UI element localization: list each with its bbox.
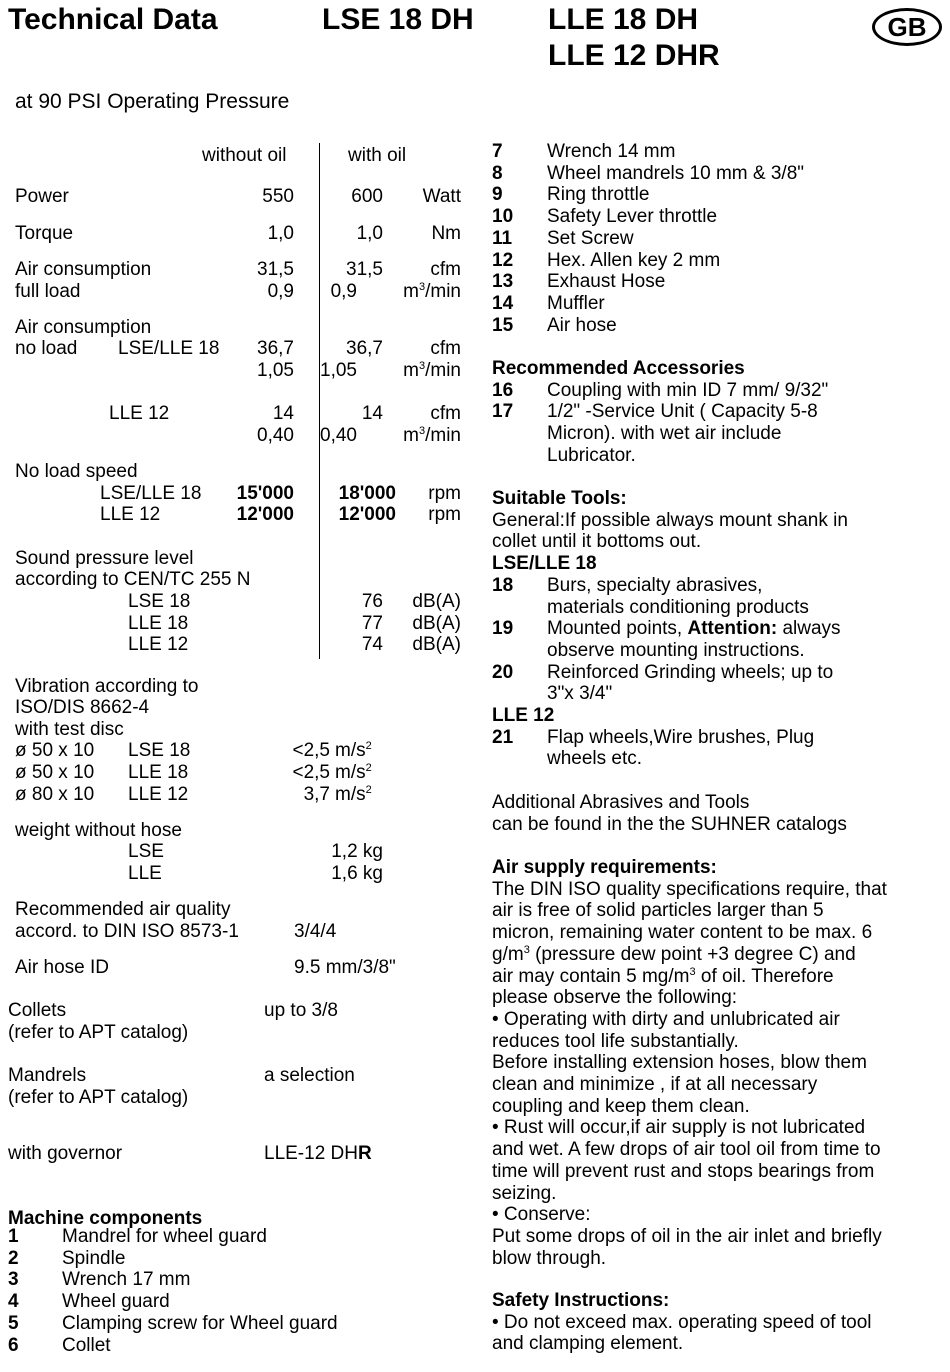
air-supply-title: Air supply requirements: [492,857,717,878]
accessories-title: Recommended Accessories [492,358,745,379]
air-noload-a2: 1,05 [257,360,294,381]
model-lse18dh: LSE 18 DH [322,3,474,36]
vibration-label2: ISO/DIS 8662-4 [15,697,150,718]
vibration-model: LLE 12 [128,784,189,805]
sound-label1: Sound pressure level [15,548,194,569]
air-supply-section: Air supply requirements: The DIN ISO quality specifications require, that air is free of solid particles larger than 5 micron, remaining water content to be max. 6 $g/m^3$ (pressure dew point +3 degree C) and air may contain 5 $mg/m^3$ of oil. Therefore please observe the following: • Operating with dirty and unlubricated air reduces tool life substantially. Before installing extension hoses, blow them clean and minimize , if at all necessary coupling and keep them clean. • Rust will occur,if air supply is not lubricated and wet. A few drops of air tool oil from time to time will prevent rust and stops bearings from seizing. • Conserve: Put some drops of oil in the air inlet and briefly blow through. [492,857,948,1269]
list-item: 5 Clamping screw for Wheel guard [8,1312,338,1334]
vibration-value: <2,5 [292,740,330,761]
tools-title: Suitable Tools: [492,488,627,509]
list-item: 11 Set Screw [492,227,634,249]
weight-model: LSE [128,841,164,862]
air-full-unit-m3: $m^3/\min$ [403,281,461,302]
vibration-model: LLE 18 [128,762,189,783]
sound-model: LLE 18 [128,613,189,634]
speed-label: No load speed [15,461,138,482]
vibration-disc: ø 50 x 10 [15,762,95,783]
air-noload-a3: 14 [272,403,294,424]
list-item: 13 Exhaust Hose [492,271,666,293]
list-item: 15 Air hose [492,314,617,336]
country-badge: GB [872,8,942,46]
col-header-with-oil: with oil [348,145,407,166]
sound-value: 74 [361,634,383,655]
doc-title: Technical Data [8,3,218,36]
weight-value: 1,2 kg [331,841,383,862]
weight-value: 1,6 kg [331,863,383,884]
tools-lle-title: LLE 12 [492,705,555,727]
vibration-value: <2,5 [292,762,330,783]
list-item: 6 Collet [8,1334,111,1356]
air-quality-value: 3/4/4 [294,921,337,942]
list-item: 18 Burs, specialty abrasives, [492,574,763,596]
components-list-2 [492,141,942,336]
sound-model: LSE 18 [128,591,191,612]
air-noload-b4: 0,40 [320,425,357,446]
tools-lse-title: LSE/LLE 18 [492,553,597,575]
operating-pressure: at 90 PSI Operating Pressure [15,90,290,113]
weight-model: LLE [128,863,162,884]
list-item: 9 Ring throttle [492,184,650,206]
list-item: 1 Mandrel for wheel guard [8,1226,267,1247]
air-noload-sub1: LSE/LLE 18 [118,338,220,359]
model-lle18dh: LLE 18 DH [548,3,699,36]
torque-without: 1,0 [267,223,294,244]
collets-value: up to 3/8 [264,1000,338,1021]
power-without: 550 [262,186,294,207]
air-noload-b1: 36,7 [346,338,383,359]
air-noload-label1: Air consumption [15,317,152,338]
air-quality-label1: Recommended air quality [15,899,231,920]
list-item: 12 Hex. Allen key 2 mm [492,249,721,271]
list-item: 16 Coupling with min ID 7 mm/ 9/32" [492,379,829,401]
air-full-label2: full load [15,281,81,302]
power-unit: Watt [422,186,461,207]
safety-title: Safety Instructions: [492,1290,670,1311]
sound-unit: dB(A) [412,634,461,655]
vibration-value: 3,7 [303,784,330,805]
air-noload-u4: $m^3/\min$ [403,425,461,446]
air-noload-label2: no load [15,338,78,359]
governor-value: LLE-12 DHR [264,1143,372,1164]
list-item: 14 Muffler [492,292,605,314]
speed-sub2: LLE 12 [100,504,161,525]
list-item: 4 Wheel guard [8,1291,170,1313]
air-hose-label: Air hose ID [15,957,109,978]
list-item: 17 1/2" -Service Unit ( Capacity 5-8 [492,401,818,423]
air-noload-u3: cfm [430,403,461,424]
mandrels-value: a selection [264,1065,355,1086]
torque-unit: Nm [431,223,461,244]
speed-a1: 15'000 [236,483,294,504]
safety-section: Safety Instructions: • Do not exceed max. operating speed of tool and clamping element. [492,1290,948,1355]
list-item: 10 Safety Lever throttle [492,206,718,228]
sound-label2: according to CEN/TC 255 N [15,569,251,590]
speed-a2: 12'000 [236,504,294,525]
model-lle12dhr: LLE 12 DHR [548,39,720,72]
mandrels-ref: (refer to APT catalog) [8,1087,189,1108]
speed-u1: rpm [428,483,461,504]
list-item: 7 Wrench 14 mm [492,141,676,162]
sound-value: 76 [361,591,383,612]
speed-u2: rpm [428,504,461,525]
column-divider [319,143,320,659]
air-quality-label2: accord. to DIN ISO 8573-1 [15,921,239,942]
vibration-label1: Vibration according to [15,676,199,697]
torque-label: Torque [15,223,74,244]
vibration-unit: $m/s^2$ [335,740,372,761]
air-full-with-cfm: 31,5 [346,259,383,280]
components-title: Machine components [8,1208,203,1229]
vibration-disc: ø 80 x 10 [15,784,95,805]
governor-label: with governor [8,1143,123,1164]
collets-ref: (refer to APT catalog) [8,1022,189,1043]
air-noload-b3: 14 [361,403,383,424]
mandrels-label: Mandrels [8,1065,87,1086]
components-list-1 [8,1226,428,1356]
sound-unit: dB(A) [412,613,461,634]
vibration-disc: ø 50 x 10 [15,740,95,761]
list-item: 19 Mounted points, Attention: always [492,618,841,640]
list-item: 21 Flap wheels,Wire brushes, Plug [492,726,815,748]
vibration-unit: $m/s^2$ [335,762,372,783]
list-item: 2 Spindle [8,1247,126,1269]
list-item: 8 Wheel mandrels 10 mm & 3/8" [492,162,805,184]
tools-section: Suitable Tools: General:If possible always mount shank in collet until it bottoms out. LSE/LLE 18 18 Burs, specialty abrasives, materials conditioning products 19 Mounted points, Attention: always observe mounting instructions. 20 Reinforced Grinding wheels; up to 3"x 3/4" LLE 12 21 Flap wheels,Wire brushes, Plug wheels etc. Additional Abrasives and Tools can be found in the the SUHNER catalogs [492,488,948,835]
air-noload-u1: cfm [430,338,461,359]
air-full-unit-cfm: cfm [430,259,461,280]
air-noload-a4: 0,40 [257,425,294,446]
speed-sub1: LSE/LLE 18 [100,483,202,504]
torque-with: 1,0 [356,223,383,244]
speed-b1: 18'000 [338,483,396,504]
power-with: 600 [351,186,383,207]
air-noload-u2: $m^3/\min$ [403,360,461,381]
sound-value: 77 [361,613,383,634]
list-item: 3 Wrench 17 mm [8,1269,191,1291]
speed-b2: 12'000 [338,504,396,525]
vibration-label3: with test disc [15,719,124,740]
vibration-unit: $m/s^2$ [335,784,372,805]
air-full-without-cfm: 31,5 [257,259,294,280]
air-noload-b2: 1,05 [320,360,357,381]
air-noload-a1: 36,7 [257,338,294,359]
weight-label: weight without hose [15,820,182,841]
air-full-without-m3: 0,9 [267,281,294,302]
air-hose-value: 9.5 mm/3/8" [294,957,396,978]
power-label: Power [15,186,69,207]
col-header-without-oil: without oil [202,145,287,166]
list-item: 20 Reinforced Grinding wheels; up to [492,661,834,683]
air-full-with-m3: 0,9 [330,281,357,302]
air-full-label1: Air consumption [15,259,152,280]
sound-model: LLE 12 [128,634,189,655]
sound-unit: dB(A) [412,591,461,612]
vibration-model: LSE 18 [128,740,191,761]
accessories-section: Recommended Accessories 16 Coupling with min ID 7 mm/ 9/32" 17 1/2" -Service Unit ( Capacity 5-8 Micron). with wet air include Lubricator. [492,358,942,467]
collets-label: Collets [8,1000,67,1021]
air-noload-sub2: LLE 12 [109,403,170,424]
